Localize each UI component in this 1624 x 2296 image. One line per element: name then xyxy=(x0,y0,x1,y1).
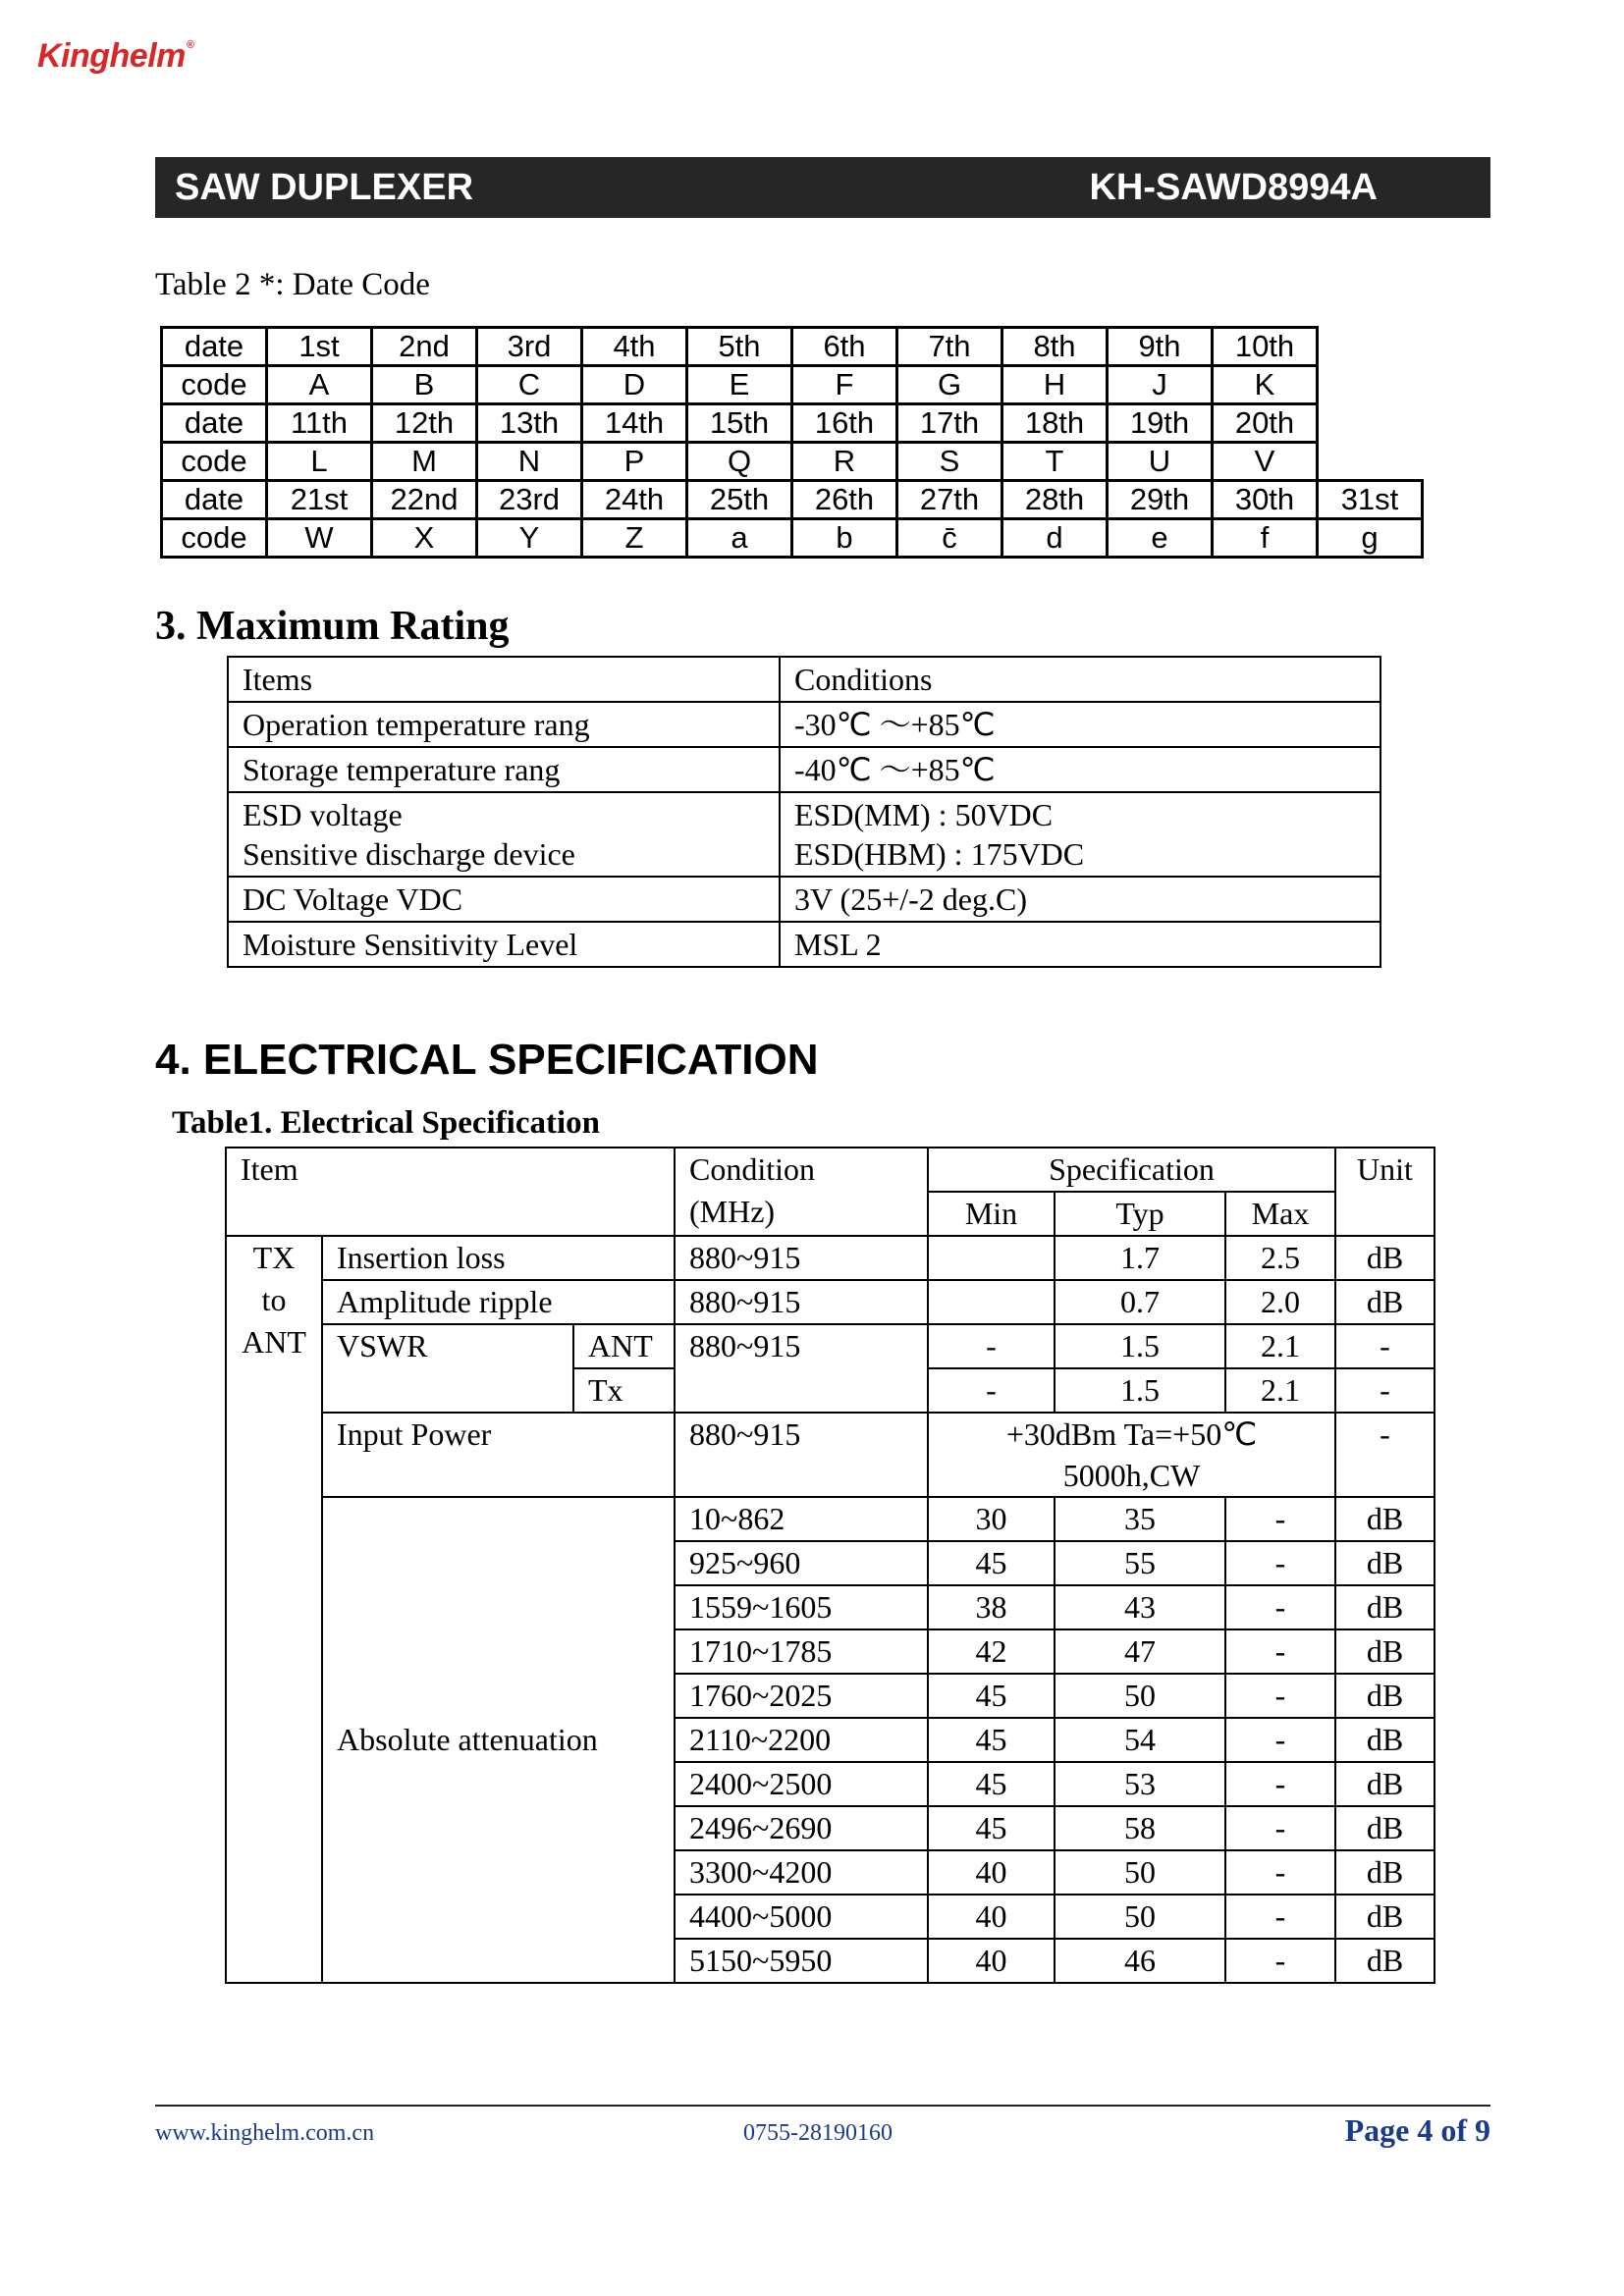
param-max: - xyxy=(1225,1806,1335,1850)
empty-cell xyxy=(1318,443,1423,481)
date-code-cell: S xyxy=(897,443,1002,481)
param-typ: 35 xyxy=(1055,1497,1225,1541)
param-unit: dB xyxy=(1335,1806,1435,1850)
param-min: 45 xyxy=(928,1762,1055,1806)
kinghelm-logo: Kinghelm® xyxy=(37,37,194,75)
param-min xyxy=(928,1236,1055,1280)
date-code-cell: 17th xyxy=(897,404,1002,443)
param-unit: dB xyxy=(1335,1629,1435,1674)
param-cond: 10~862 xyxy=(675,1497,928,1541)
max-rating-table xyxy=(227,656,1381,968)
date-code-cell: 19th xyxy=(1108,404,1213,443)
date-code-cell: 1st xyxy=(267,328,372,366)
param-unit: dB xyxy=(1335,1762,1435,1806)
param-max: - xyxy=(1225,1585,1335,1629)
param-max: 2.5 xyxy=(1225,1236,1335,1280)
date-code-cell: T xyxy=(1002,443,1108,481)
param-max: - xyxy=(1225,1541,1335,1585)
date-code-cell: 23rd xyxy=(477,481,582,519)
param-typ: 0.7 xyxy=(1055,1280,1225,1324)
date-code-cell: 24th xyxy=(582,481,687,519)
date-code-cell: W xyxy=(267,519,372,558)
table-cell: MSL 2 xyxy=(780,922,1380,967)
param-typ: 46 xyxy=(1055,1939,1225,1983)
param-typ: 43 xyxy=(1055,1585,1225,1629)
param-typ: 47 xyxy=(1055,1629,1225,1674)
param-typ: 58 xyxy=(1055,1806,1225,1850)
date-code-cell: e xyxy=(1108,519,1213,558)
param-unit: dB xyxy=(1335,1895,1435,1939)
date-code-cell: 20th xyxy=(1213,404,1318,443)
param-typ: 54 xyxy=(1055,1718,1225,1762)
date-code-row-label: code xyxy=(162,519,267,558)
param-name: VSWR xyxy=(322,1324,573,1413)
date-code-cell: 7th xyxy=(897,328,1002,366)
table-row xyxy=(226,1148,1435,1192)
date-code-cell: 4th xyxy=(582,328,687,366)
date-code-cell: 16th xyxy=(792,404,897,443)
table-cell: -30℃ ～+85℃ xyxy=(780,702,1380,747)
param-min: 42 xyxy=(928,1629,1055,1674)
param-unit: dB xyxy=(1335,1718,1435,1762)
table-cell: DC Voltage VDC xyxy=(228,877,780,922)
param-min: 45 xyxy=(928,1674,1055,1718)
param-max: 2.1 xyxy=(1225,1324,1335,1368)
footer-website: www.kinghelm.com.cn xyxy=(155,2120,375,2146)
table-row xyxy=(226,1324,1435,1368)
date-code-cell: 30th xyxy=(1213,481,1318,519)
table-row xyxy=(228,922,1380,967)
date-code-cell: E xyxy=(687,366,792,404)
param-name: Absolute attenuation xyxy=(322,1497,675,1983)
table-cell: Storage temperature rang xyxy=(228,747,780,792)
param-unit: - xyxy=(1335,1413,1435,1497)
param-min: 45 xyxy=(928,1806,1055,1850)
param-min: 40 xyxy=(928,1850,1055,1895)
param-cond: 880~915 xyxy=(675,1280,928,1324)
date-code-cell: U xyxy=(1108,443,1213,481)
header-bar xyxy=(155,157,1490,218)
param-cond: 880~915 xyxy=(675,1324,928,1413)
date-code-cell: Z xyxy=(582,519,687,558)
date-code-cell: 12th xyxy=(372,404,477,443)
date-code-cell: R xyxy=(792,443,897,481)
param-cond: 3300~4200 xyxy=(675,1850,928,1895)
param-max: - xyxy=(1225,1674,1335,1718)
date-code-row-label: code xyxy=(162,443,267,481)
date-code-cell: 6th xyxy=(792,328,897,366)
date-code-cell: a xyxy=(687,519,792,558)
hdr-max: Max xyxy=(1225,1192,1335,1236)
param-unit: dB xyxy=(1335,1674,1435,1718)
param-cond: 5150~5950 xyxy=(675,1939,928,1983)
empty-cell xyxy=(1318,328,1423,366)
param-typ: 50 xyxy=(1055,1895,1225,1939)
date-code-cell: 5th xyxy=(687,328,792,366)
empty-cell xyxy=(1318,404,1423,443)
date-code-cell: 10th xyxy=(1213,328,1318,366)
empty-cell xyxy=(1318,366,1423,404)
date-code-row-label: date xyxy=(162,404,267,443)
param-unit: - xyxy=(1335,1324,1435,1368)
param-unit: dB xyxy=(1335,1585,1435,1629)
param-cond: 925~960 xyxy=(675,1541,928,1585)
date-code-cell: 11th xyxy=(267,404,372,443)
date-code-cell: D xyxy=(582,366,687,404)
table-row xyxy=(226,1280,1435,1324)
date-code-cell: 31st xyxy=(1318,481,1423,519)
elec-spec-title: 4. ELECTRICAL SPECIFICATION xyxy=(155,1036,819,1084)
date-code-table xyxy=(160,326,1424,559)
part-number: KH-SAWD8994A xyxy=(1089,167,1378,208)
param-cond: 4400~5000 xyxy=(675,1895,928,1939)
table-header: Conditions xyxy=(780,657,1380,702)
param-max: - xyxy=(1225,1939,1335,1983)
param-min: 30 xyxy=(928,1497,1055,1541)
date-code-cell: 3rd xyxy=(477,328,582,366)
date-code-cell: N xyxy=(477,443,582,481)
table-row xyxy=(162,404,1423,443)
date-code-cell: 25th xyxy=(687,481,792,519)
table-cell: 3V (25+/-2 deg.C) xyxy=(780,877,1380,922)
param-min: - xyxy=(928,1368,1055,1413)
param-max: 2.0 xyxy=(1225,1280,1335,1324)
param-max: 2.1 xyxy=(1225,1368,1335,1413)
footer-phone: 0755-28190160 xyxy=(743,2120,893,2146)
param-unit: dB xyxy=(1335,1939,1435,1983)
date-code-cell: C xyxy=(477,366,582,404)
table-cell: ESD(MM) : 50VDC ESD(HBM) : 175VDC xyxy=(780,792,1380,877)
param-cond: 2496~2690 xyxy=(675,1806,928,1850)
param-cond: 2400~2500 xyxy=(675,1762,928,1806)
date-code-cell: f xyxy=(1213,519,1318,558)
param-unit: - xyxy=(1335,1368,1435,1413)
table-cell: -40℃ ～+85℃ xyxy=(780,747,1380,792)
param-min: 40 xyxy=(928,1939,1055,1983)
table-row xyxy=(162,519,1423,558)
date-code-cell: Y xyxy=(477,519,582,558)
table-row xyxy=(228,792,1380,877)
date-code-cell: 14th xyxy=(582,404,687,443)
param-max: - xyxy=(1225,1762,1335,1806)
date-code-row-label: date xyxy=(162,328,267,366)
param-max: - xyxy=(1225,1850,1335,1895)
date-code-cell: 9th xyxy=(1108,328,1213,366)
max-rating-title: 3. Maximum Rating xyxy=(155,604,510,649)
elec-spec-table xyxy=(225,1147,1435,1984)
param-unit: dB xyxy=(1335,1850,1435,1895)
param-cond: 880~915 xyxy=(675,1413,928,1497)
date-code-cell: B xyxy=(372,366,477,404)
hdr-min: Min xyxy=(928,1192,1055,1236)
date-code-cell: K xyxy=(1213,366,1318,404)
param-unit: dB xyxy=(1335,1280,1435,1324)
param-min: - xyxy=(928,1324,1055,1368)
param-max: - xyxy=(1225,1497,1335,1541)
date-code-cell: 2nd xyxy=(372,328,477,366)
param-typ: 1.5 xyxy=(1055,1324,1225,1368)
param-cond: 2110~2200 xyxy=(675,1718,928,1762)
table-row xyxy=(162,443,1423,481)
param-spec: +30dBm Ta=+50℃ 5000h,CW xyxy=(928,1413,1335,1497)
table-row xyxy=(226,1497,1435,1541)
date-code-cell: G xyxy=(897,366,1002,404)
date-code-cell: 18th xyxy=(1002,404,1108,443)
date-code-cell: X xyxy=(372,519,477,558)
param-min: 38 xyxy=(928,1585,1055,1629)
date-code-cell: P xyxy=(582,443,687,481)
table-row xyxy=(162,328,1423,366)
footer-page-number: Page 4 of 9 xyxy=(1344,2112,1490,2148)
table-row xyxy=(162,366,1423,404)
table-cell: Operation temperature rang xyxy=(228,702,780,747)
date-code-cell: c̄ xyxy=(897,519,1002,558)
date-code-cell: V xyxy=(1213,443,1318,481)
date-code-cell: g xyxy=(1318,519,1423,558)
hdr-specification: Specification xyxy=(928,1148,1335,1192)
param-cond: 1710~1785 xyxy=(675,1629,928,1674)
param-sub: ANT xyxy=(573,1324,675,1368)
param-min xyxy=(928,1280,1055,1324)
hdr-typ: Typ xyxy=(1055,1192,1225,1236)
param-unit: dB xyxy=(1335,1236,1435,1280)
param-typ: 50 xyxy=(1055,1850,1225,1895)
table-row xyxy=(162,481,1423,519)
date-code-cell: Q xyxy=(687,443,792,481)
date-code-cell: d xyxy=(1002,519,1108,558)
param-unit: dB xyxy=(1335,1541,1435,1585)
param-max: - xyxy=(1225,1895,1335,1939)
date-code-cell: 27th xyxy=(897,481,1002,519)
footer-divider xyxy=(155,2105,1490,2107)
param-max: - xyxy=(1225,1718,1335,1762)
param-cond: 1760~2025 xyxy=(675,1674,928,1718)
date-code-cell: 28th xyxy=(1002,481,1108,519)
product-type: SAW DUPLEXER xyxy=(175,167,474,208)
date-code-cell: L xyxy=(267,443,372,481)
table-header: Items xyxy=(228,657,780,702)
table-row xyxy=(228,877,1380,922)
hdr-unit: Unit xyxy=(1335,1148,1435,1236)
param-unit: dB xyxy=(1335,1497,1435,1541)
param-min: 40 xyxy=(928,1895,1055,1939)
param-sub: Tx xyxy=(573,1368,675,1413)
hdr-item: Item xyxy=(226,1148,675,1236)
date-code-cell: 22nd xyxy=(372,481,477,519)
table-cell: Moisture Sensitivity Level xyxy=(228,922,780,967)
date-code-cell: J xyxy=(1108,366,1213,404)
date-code-row-label: date xyxy=(162,481,267,519)
date-code-cell: 26th xyxy=(792,481,897,519)
date-code-cell: A xyxy=(267,366,372,404)
param-typ: 53 xyxy=(1055,1762,1225,1806)
table-row xyxy=(228,747,1380,792)
param-name: Insertion loss xyxy=(322,1236,675,1280)
table-cell: ESD voltage Sensitive discharge device xyxy=(228,792,780,877)
param-cond: 1559~1605 xyxy=(675,1585,928,1629)
param-typ: 1.7 xyxy=(1055,1236,1225,1280)
param-typ: 50 xyxy=(1055,1674,1225,1718)
param-max: - xyxy=(1225,1629,1335,1674)
table-row xyxy=(226,1236,1435,1280)
group-label: TX to ANT xyxy=(226,1236,322,1983)
date-code-cell: 13th xyxy=(477,404,582,443)
table-row xyxy=(226,1413,1435,1497)
param-min: 45 xyxy=(928,1541,1055,1585)
elec-spec-caption: Table1. Electrical Specification xyxy=(172,1105,600,1141)
param-min: 45 xyxy=(928,1718,1055,1762)
date-code-cell: 29th xyxy=(1108,481,1213,519)
date-code-caption: Table 2 *: Date Code xyxy=(155,267,430,302)
date-code-cell: 21st xyxy=(267,481,372,519)
param-cond: 880~915 xyxy=(675,1236,928,1280)
table-row xyxy=(228,702,1380,747)
date-code-cell: 8th xyxy=(1002,328,1108,366)
date-code-cell: F xyxy=(792,366,897,404)
hdr-condition: Condition (MHz) xyxy=(675,1148,928,1236)
date-code-row-label: code xyxy=(162,366,267,404)
param-name: Input Power xyxy=(322,1413,675,1497)
table-row xyxy=(228,657,1380,702)
date-code-cell: M xyxy=(372,443,477,481)
date-code-cell: 15th xyxy=(687,404,792,443)
param-name: Amplitude ripple xyxy=(322,1280,675,1324)
param-typ: 55 xyxy=(1055,1541,1225,1585)
param-typ: 1.5 xyxy=(1055,1368,1225,1413)
date-code-cell: H xyxy=(1002,366,1108,404)
date-code-cell: b xyxy=(792,519,897,558)
